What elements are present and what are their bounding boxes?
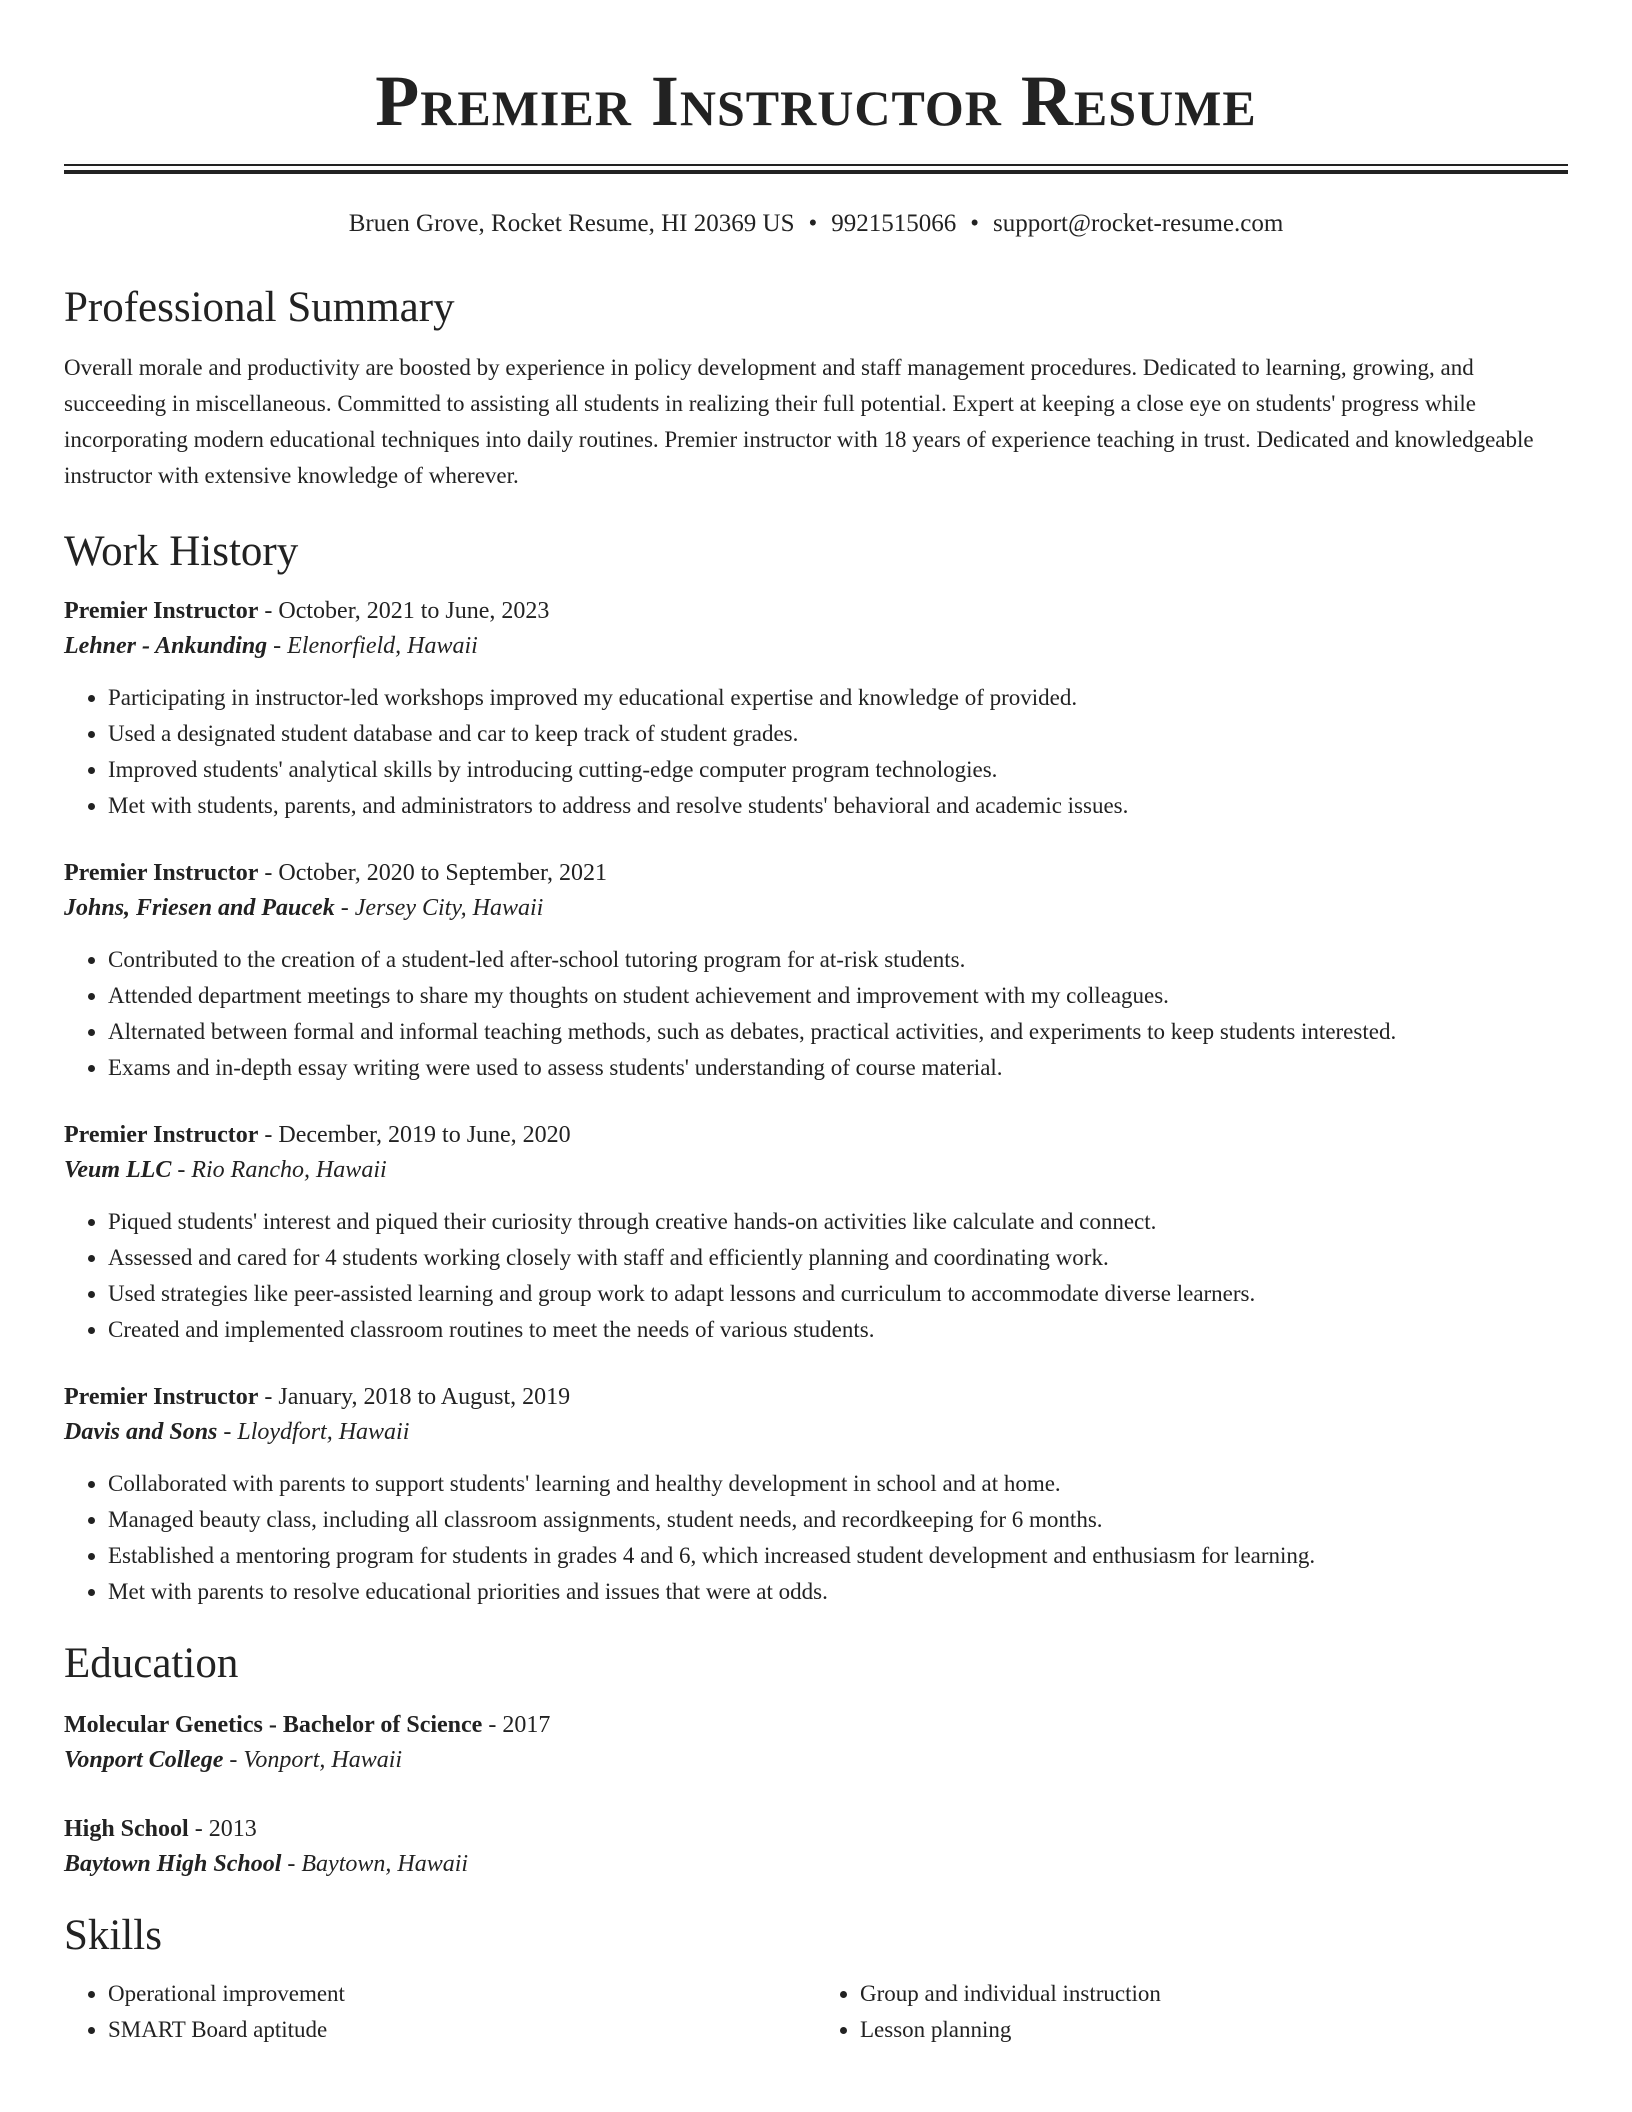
job-bullet: • Improved students' analytical skills by introducing cutting-edge computer program technologies. xyxy=(108,752,1568,788)
job-bullet: • Established a mentoring program for students in grades 4 and 6, which increased student development and enthusiasm for learning. xyxy=(108,1538,1568,1574)
job-employer: Veum LLC xyxy=(64,1157,172,1183)
job-bullets xyxy=(64,1204,1568,1348)
job-role: Premier Instructor xyxy=(64,598,259,624)
job-header xyxy=(64,856,1568,890)
job-entry xyxy=(64,1380,1568,1610)
education-location: - Baytown, Hawaii xyxy=(281,1851,469,1877)
job-dates: - December, 2019 to June, 2020 xyxy=(258,1122,571,1148)
job-bullet: • Assessed and cared for 4 students working closely with staff and efficiently planning and coordinating work. xyxy=(108,1240,1568,1276)
job-bullets xyxy=(64,680,1568,824)
skills-column-right xyxy=(816,1976,1568,2048)
education-location: - Vonport, Hawaii xyxy=(223,1747,403,1773)
job-bullet: • Used strategies like peer-assisted learning and group work to adapt lessons and curriculum to accommodate diverse learners. xyxy=(108,1276,1568,1312)
job-header xyxy=(64,594,1568,628)
education-year: - 2017 xyxy=(482,1712,551,1738)
resume-title: Premier Instructor Resume xyxy=(375,61,1257,141)
education-heading: Education xyxy=(64,1640,239,1687)
job-entry xyxy=(64,856,1568,1086)
job-location: - Elenorfield, Hawaii xyxy=(267,633,478,659)
job-employer: Johns, Friesen and Paucek xyxy=(64,895,335,921)
education-degree-line xyxy=(64,1812,1568,1846)
skills-column-left xyxy=(64,1976,816,2048)
job-header xyxy=(64,1118,1568,1152)
job-location: - Rio Rancho, Hawaii xyxy=(171,1157,387,1183)
skill-item: • Lesson planning xyxy=(860,2012,1568,2048)
job-bullet: • Alternated between formal and informal teaching methods, such as debates, practical activities, and experiments to keep students interested. xyxy=(108,1014,1568,1050)
job-bullet: • Collaborated with parents to support students' learning and healthy development in school and at home. xyxy=(108,1466,1568,1502)
summary-heading: Professional Summary xyxy=(64,284,455,331)
job-bullet: • Piqued students' interest and piqued their curiosity through creative hands-on activities like calculate and connect. xyxy=(108,1204,1568,1240)
job-role: Premier Instructor xyxy=(64,1384,259,1410)
job-bullets xyxy=(64,1466,1568,1610)
skill-item: • SMART Board aptitude xyxy=(108,2012,816,2048)
job-employer-line xyxy=(64,890,1568,926)
job-employer-line xyxy=(64,1152,1568,1188)
education-school: Baytown High School xyxy=(64,1851,282,1877)
education-degree-line xyxy=(64,1708,1568,1742)
education-entry xyxy=(64,1812,1568,1882)
job-bullet: • Met with parents to resolve educational priorities and issues that were at odds. xyxy=(108,1574,1568,1610)
job-role: Premier Instructor xyxy=(64,1122,259,1148)
education-degree: Molecular Genetics - Bachelor of Science xyxy=(64,1712,483,1738)
education-entry xyxy=(64,1708,1568,1778)
job-entry xyxy=(64,1118,1568,1348)
job-bullet: • Managed beauty class, including all classroom assignments, student needs, and recordkeeping for 6 months. xyxy=(108,1502,1568,1538)
education-school: Vonport College xyxy=(64,1747,224,1773)
job-employer: Davis and Sons xyxy=(64,1419,218,1445)
contact-email: support@rocket-resume.com xyxy=(993,210,1284,237)
education-degree: High School xyxy=(64,1816,189,1842)
job-employer-line xyxy=(64,628,1568,664)
skills-grid xyxy=(64,1976,1568,2048)
job-employer: Lehner - Ankunding xyxy=(64,633,268,659)
job-entry xyxy=(64,594,1568,824)
job-dates: - October, 2020 to September, 2021 xyxy=(258,860,608,886)
job-location: - Jersey City, Hawaii xyxy=(334,895,544,921)
summary-text: Overall morale and productivity are boosted by experience in policy development and staff management procedures. Dedicated to learning, growing, and succeeding in miscellaneous. Committed to assisting all students in realizing their full potential. Expert at keeping a close eye on students' progress while incorporating modern educational techniques into daily routines. Premier instructor with 18 years of experience teaching in trust. Dedicated and knowledgeable instructor with extensive knowledge of wherever. xyxy=(64,355,1534,488)
job-header xyxy=(64,1380,1568,1414)
skill-item: • Operational improvement xyxy=(108,1976,816,2012)
job-employer-line xyxy=(64,1414,1568,1450)
work-history-heading: Work History xyxy=(64,528,299,575)
job-role: Premier Instructor xyxy=(64,860,259,886)
job-bullet: • Attended department meetings to share my thoughts on student achievement and improvement with my colleagues. xyxy=(108,978,1568,1014)
job-bullet: • Participating in instructor-led workshops improved my educational expertise and knowledge of provided. xyxy=(108,680,1568,716)
job-location: - Lloydfort, Hawaii xyxy=(217,1419,410,1445)
skill-item: • Group and individual instruction xyxy=(860,1976,1568,2012)
job-bullet: • Created and implemented classroom routines to meet the needs of various students. xyxy=(108,1312,1568,1348)
contact-separator: • xyxy=(808,210,818,237)
contact-phone: 9921515066 xyxy=(831,210,957,237)
job-bullet: • Used a designated student database and car to keep track of student grades. xyxy=(108,716,1568,752)
contact-address: Bruen Grove, Rocket Resume, HI 20369 US xyxy=(348,210,795,237)
job-dates: - October, 2021 to June, 2023 xyxy=(258,598,550,624)
job-bullet: • Met with students, parents, and administrators to address and resolve students' behavioral and academic issues. xyxy=(108,788,1568,824)
education-school-line xyxy=(64,1742,1568,1778)
job-bullets xyxy=(64,942,1568,1086)
education-year: - 2013 xyxy=(188,1816,257,1842)
job-bullet: • Contributed to the creation of a student-led after-school tutoring program for at-risk students. xyxy=(108,942,1568,978)
contact-separator: • xyxy=(970,210,979,237)
skills-heading: Skills xyxy=(64,1912,162,1959)
contact-line xyxy=(64,208,1568,240)
job-bullet: • Exams and in-depth essay writing were used to assess students' understanding of course material. xyxy=(108,1050,1568,1086)
title-divider xyxy=(64,164,1568,174)
job-dates: - January, 2018 to August, 2019 xyxy=(258,1384,571,1410)
education-school-line xyxy=(64,1846,1568,1882)
